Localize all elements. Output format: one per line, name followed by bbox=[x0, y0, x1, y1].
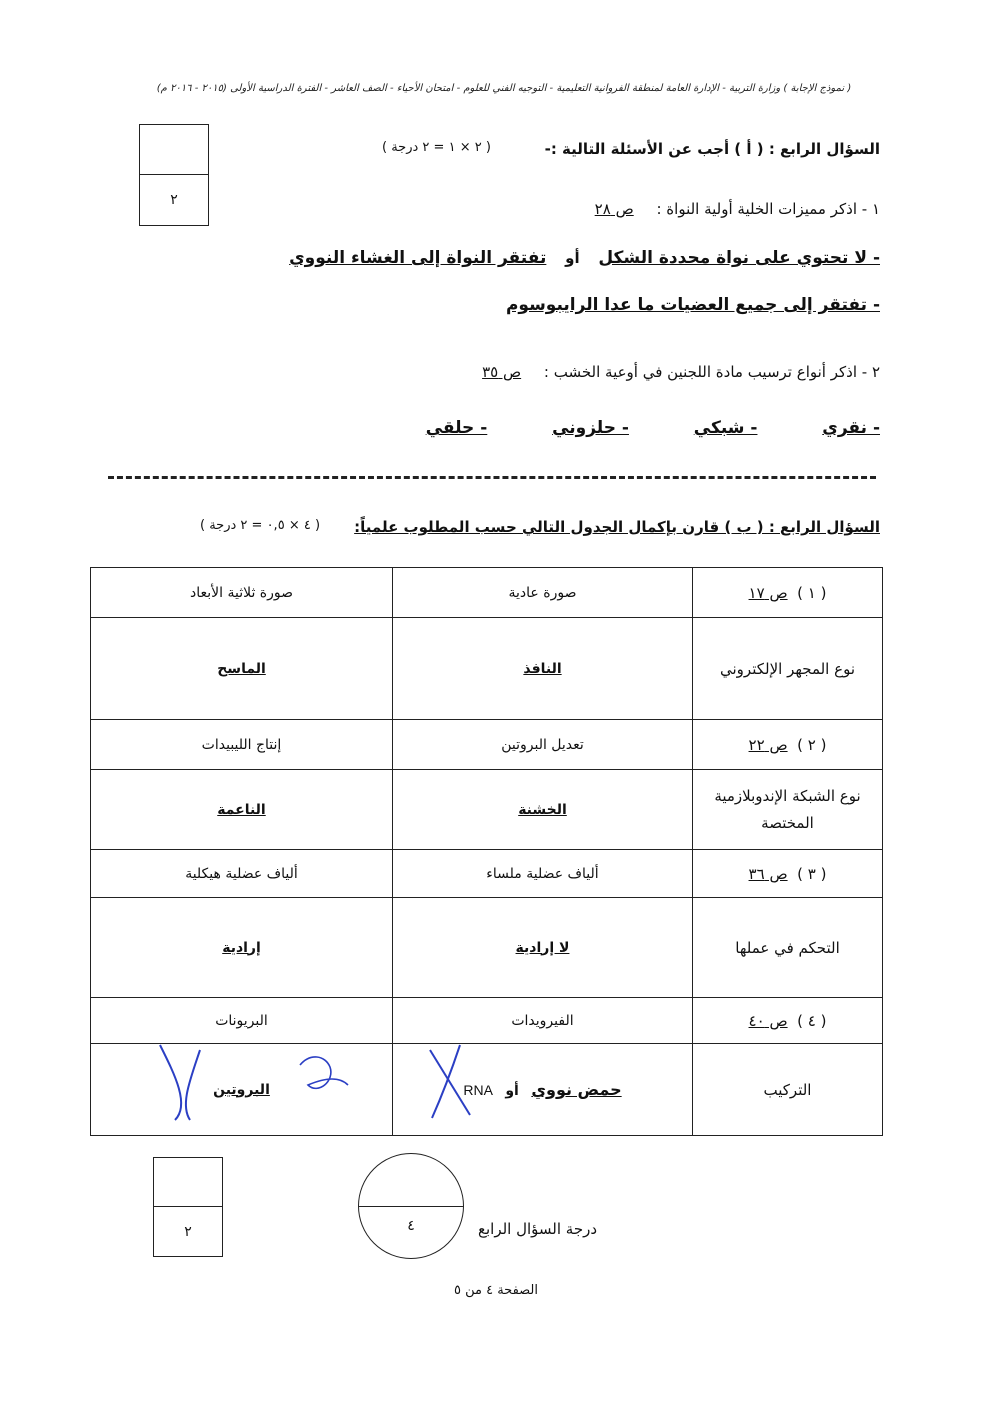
table-row bbox=[91, 898, 883, 998]
q2-answer-2: - شبكي bbox=[693, 418, 758, 438]
circle-divider bbox=[359, 1206, 463, 1207]
section-b-title-text: السؤال الرابع : ( ب ) قارن بإكمال الجدول التالي حسب المطلوب علمياً: bbox=[354, 518, 880, 536]
row5-label: ( ٣ ) ص ٣٦ bbox=[693, 850, 883, 898]
page-header: ( نموذج الإجابة ) وزارة التربية - الإدارة العامة لمنطقة الفروانية التعليمية - التوجيه الفني للعلوم - امتحان الأحياء - الصف العاشر - الفترة الدراسية الأولى (٢٠١٥ - ٢٠١٦ م) bbox=[156, 83, 852, 94]
section-a-marks: ( ٢ × ١ = ٢ درجة ) bbox=[382, 140, 491, 155]
row8-col1-a: حمض نووي bbox=[531, 1080, 622, 1099]
q2-answers bbox=[426, 418, 880, 438]
row8-col1 bbox=[393, 1044, 693, 1136]
table-row bbox=[91, 618, 883, 720]
q2-answer-1: - نقري bbox=[822, 418, 880, 438]
row1-col2: صورة ثلاثية الأبعاد bbox=[91, 568, 393, 618]
q1-answer-1a: - لا تحتوي على نواة محددة الشكل bbox=[598, 248, 880, 268]
section-b-marks: ( ٤ × ٠,٥ = ٢ درجة ) bbox=[200, 518, 321, 533]
row8-label: التركيب bbox=[693, 1044, 883, 1136]
total-score-label: درجة السؤال الرابع bbox=[478, 1220, 598, 1238]
row3-col1: تعديل البروتين bbox=[393, 720, 693, 770]
q1-answer-1 bbox=[289, 248, 880, 268]
table-row bbox=[91, 568, 883, 618]
table-row bbox=[91, 998, 883, 1044]
total-score-value: ٤ bbox=[407, 1218, 415, 1234]
row6-col2: إرادية bbox=[91, 898, 393, 998]
table-row bbox=[91, 770, 883, 850]
row8-col1-or: أو bbox=[505, 1083, 519, 1099]
section-a-title bbox=[545, 140, 880, 158]
row2-label: نوع المجهر الإلكتروني bbox=[693, 618, 883, 720]
row2-col2: الماسح bbox=[91, 618, 393, 720]
q2-answer-4: - حلقي bbox=[425, 418, 488, 438]
row1-col1: صورة عادية bbox=[393, 568, 693, 618]
q1-text: ١ - اذكر مميزات الخلية أولية النواة : bbox=[656, 200, 880, 218]
section-a-title-text: السؤال الرابع : ( أ ) أجب عن الأسئلة التالية :- bbox=[544, 140, 880, 158]
row4-col2: الناعمة bbox=[91, 770, 393, 850]
q2-text: ٢ - اذكر أنواع ترسيب مادة اللجنين في أوعية الخشب : bbox=[543, 363, 880, 381]
q1-answer-2-row bbox=[506, 295, 880, 315]
q1-answer-1b: تفتقر النواة إلى الغشاء النووي bbox=[289, 248, 547, 268]
row5-col1: ألياف عضلية ملساء bbox=[393, 850, 693, 898]
row8-col1-b: RNA bbox=[463, 1082, 493, 1098]
row1-label: ( ١ ) ص ١٧ bbox=[693, 568, 883, 618]
q1-ref: ص ٢٨ bbox=[594, 200, 634, 218]
section-b-title bbox=[354, 518, 880, 536]
row8-col2: البروتين bbox=[91, 1044, 393, 1136]
table-row bbox=[91, 1044, 883, 1136]
score-box-bottom-value: ٢ bbox=[154, 1206, 222, 1256]
row3-label: ( ٢ ) ص ٢٢ bbox=[693, 720, 883, 770]
section-separator bbox=[108, 476, 876, 487]
page-number: الصفحة ٤ من ٥ bbox=[453, 1283, 538, 1298]
row7-col1: الفيرويدات bbox=[393, 998, 693, 1044]
score-box-top bbox=[139, 124, 209, 226]
row6-label: التحكم في عملها bbox=[693, 898, 883, 998]
row2-col1: النافذ bbox=[393, 618, 693, 720]
row4-label: نوع الشبكة الإندوبلازمية المختصة bbox=[693, 770, 883, 850]
q2-row bbox=[482, 363, 880, 381]
comparison-table bbox=[90, 567, 883, 1136]
score-box-bottom bbox=[153, 1157, 223, 1257]
row5-col2: ألياف عضلية هيكلية bbox=[91, 850, 393, 898]
table-row bbox=[91, 850, 883, 898]
row7-label: ( ٤ ) ص ٤٠ bbox=[693, 998, 883, 1044]
row3-col2: إنتاج الليبيدات bbox=[91, 720, 393, 770]
q1-answer-or: أو bbox=[565, 249, 580, 267]
q1-answer-2: - تفتقر إلى جميع العضيات ما عدا الرايبوسوم bbox=[505, 295, 880, 315]
row7-col2: البريونات bbox=[91, 998, 393, 1044]
total-score-circle bbox=[358, 1153, 464, 1259]
q2-answer-3: - حلزوني bbox=[552, 418, 629, 438]
row6-col1: لا إرادية bbox=[393, 898, 693, 998]
q1-row bbox=[595, 200, 880, 218]
table-row bbox=[91, 720, 883, 770]
row4-col1: الخشنة bbox=[393, 770, 693, 850]
q2-ref: ص ٣٥ bbox=[482, 363, 522, 381]
score-box-top-value: ٢ bbox=[140, 174, 208, 225]
